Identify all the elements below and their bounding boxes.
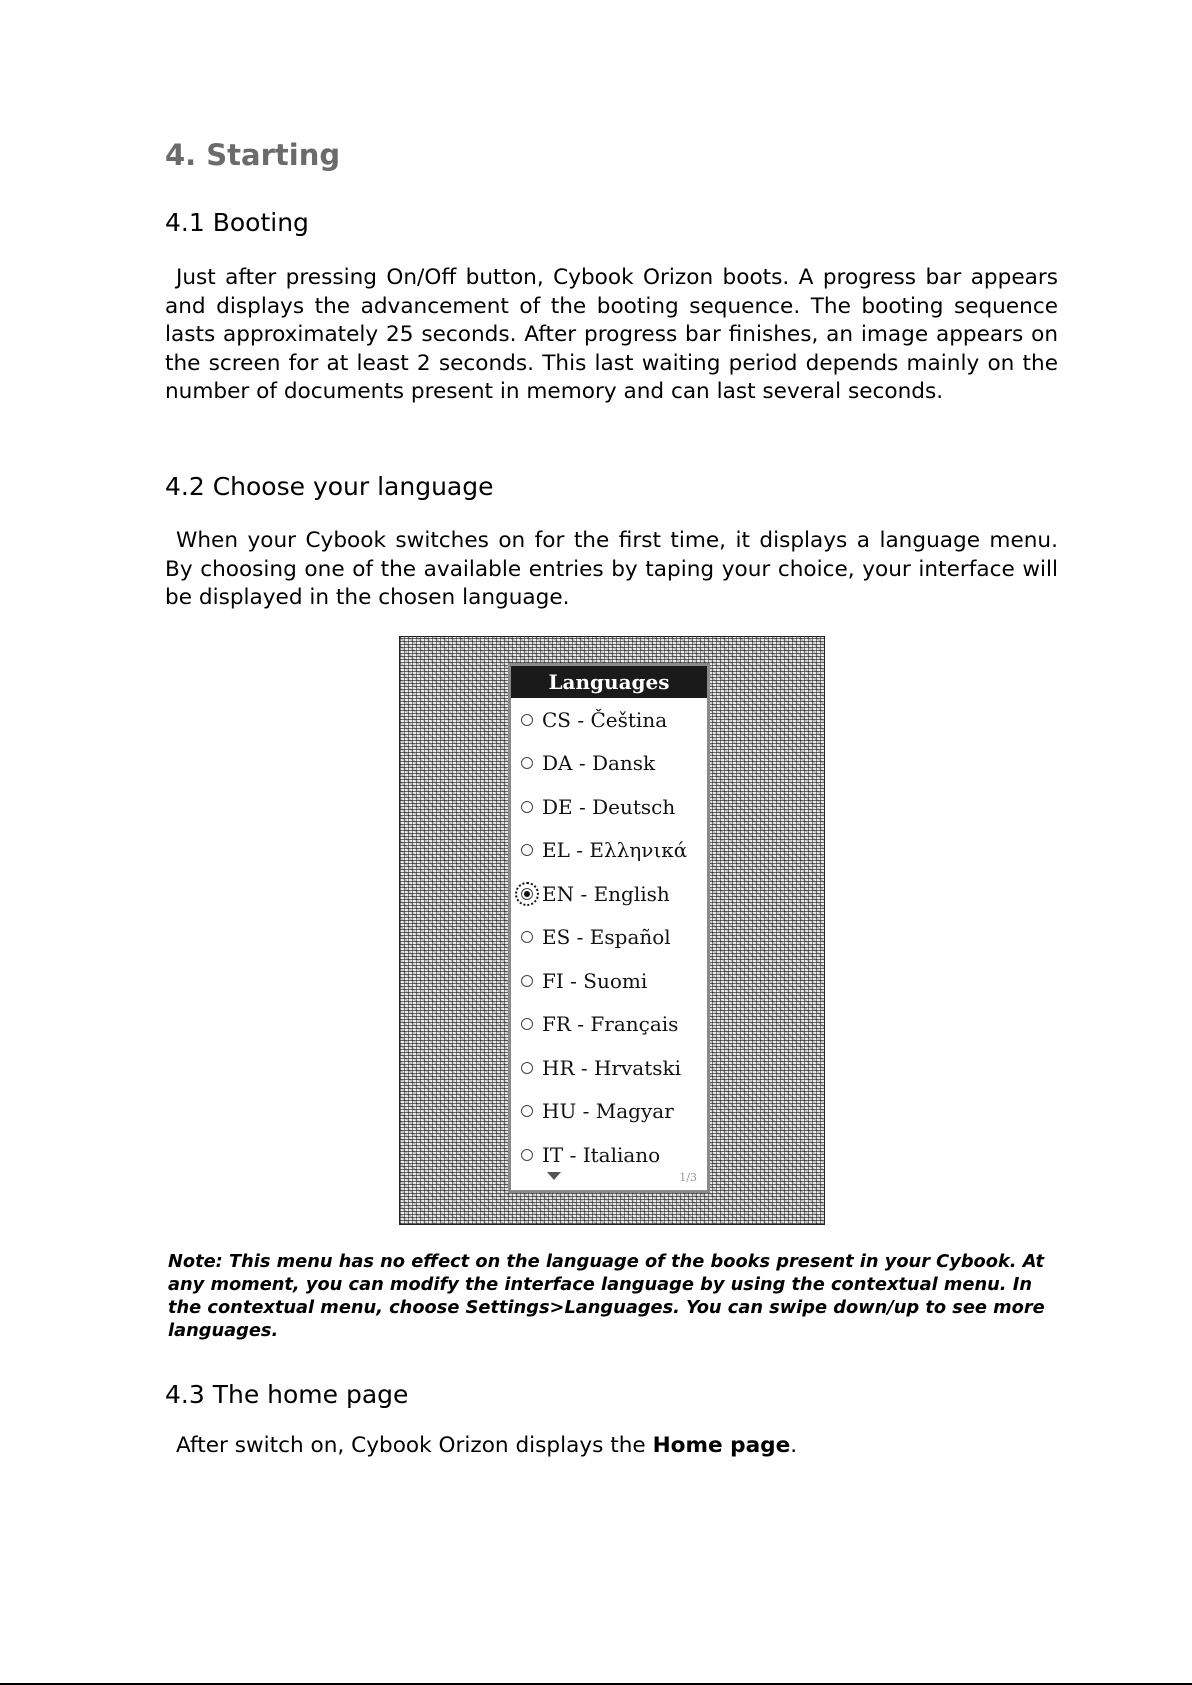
language-menu-screenshot <box>399 636 825 1225</box>
language-option-label: EL - Ελληνικά <box>542 838 688 863</box>
heading-booting: 4.1 Booting <box>165 208 309 237</box>
note-paragraph: Note: This menu has no effect on the language of the books present in your Cybook. At any moment, you can modify the interface language by using the contextual menu. In the contextual menu, choose Settings>Languages. You can swipe down/up to see more languages. <box>168 1251 1045 1341</box>
radio-unchecked-icon[interactable] <box>521 714 533 726</box>
dialog-title: Languages <box>511 666 707 698</box>
language-option-label: EN - English <box>542 881 670 906</box>
booting-paragraph: Just after pressing On/Off button, Cybook Orizon boots. A progress bar appears and displays the advancement of the booting sequence. The booting sequence lasts approximately 25 seconds. After progress bar finishes, an image appears on the screen for at least 2 seconds. This last waiting period depends mainly on the number of documents present in memory and can last several seconds. <box>165 265 1058 405</box>
languages-dialog <box>508 663 710 1193</box>
language-option-label: FR - Français <box>542 1012 679 1037</box>
radio-unchecked-icon[interactable] <box>521 975 533 987</box>
radio-unchecked-icon[interactable] <box>521 1062 533 1074</box>
language-option-label: DE - Deutsch <box>542 794 676 819</box>
radio-unchecked-icon[interactable] <box>521 757 533 769</box>
home-text: After switch on, Cybook Orizon displays the <box>176 1433 653 1458</box>
language-option[interactable] <box>511 785 707 829</box>
language-option[interactable] <box>511 1003 707 1047</box>
language-option-label: IT - Italiano <box>542 1142 661 1167</box>
language-option-label: HU - Magyar <box>542 1099 674 1124</box>
language-option[interactable] <box>511 872 707 916</box>
language-option[interactable] <box>511 1046 707 1090</box>
radio-unchecked-icon[interactable] <box>521 1105 533 1117</box>
home-page-bold: Home page <box>652 1433 791 1458</box>
language-option-label: ES - Español <box>542 925 671 950</box>
section-title: 4. Starting <box>165 138 341 172</box>
language-list <box>511 698 707 1177</box>
radio-unchecked-icon[interactable] <box>521 1149 533 1161</box>
language-option[interactable] <box>511 1133 707 1177</box>
language-option[interactable] <box>511 1090 707 1134</box>
radio-unchecked-icon[interactable] <box>521 801 533 813</box>
language-option-label: HR - Hrvatski <box>542 1055 682 1080</box>
language-paragraph: When your Cybook switches on for the first time, it displays a language menu. By choosing one of the available entries by taping your choice, your interface will be displayed in the chosen language. <box>165 528 1058 611</box>
language-option-label: DA - Dansk <box>542 751 656 776</box>
language-option-label: CS - Čeština <box>542 707 668 732</box>
radio-unchecked-icon[interactable] <box>521 1018 533 1030</box>
scroll-down-arrow-icon <box>547 1172 561 1180</box>
language-option[interactable] <box>511 829 707 873</box>
heading-home-page: 4.3 The home page <box>165 1380 409 1409</box>
language-option[interactable] <box>511 916 707 960</box>
language-option[interactable] <box>511 959 707 1003</box>
heading-choose-language: 4.2 Choose your language <box>165 472 494 501</box>
radio-unchecked-icon[interactable] <box>521 931 533 943</box>
home-paragraph <box>165 1432 1058 1461</box>
home-text-end: . <box>790 1433 798 1458</box>
language-option[interactable] <box>511 742 707 786</box>
radio-checked-icon[interactable] <box>521 888 533 900</box>
language-option-label: FI - Suomi <box>542 968 648 993</box>
radio-unchecked-icon[interactable] <box>521 844 533 856</box>
language-option[interactable] <box>511 698 707 742</box>
page-indicator: 1/3 <box>679 1171 697 1184</box>
